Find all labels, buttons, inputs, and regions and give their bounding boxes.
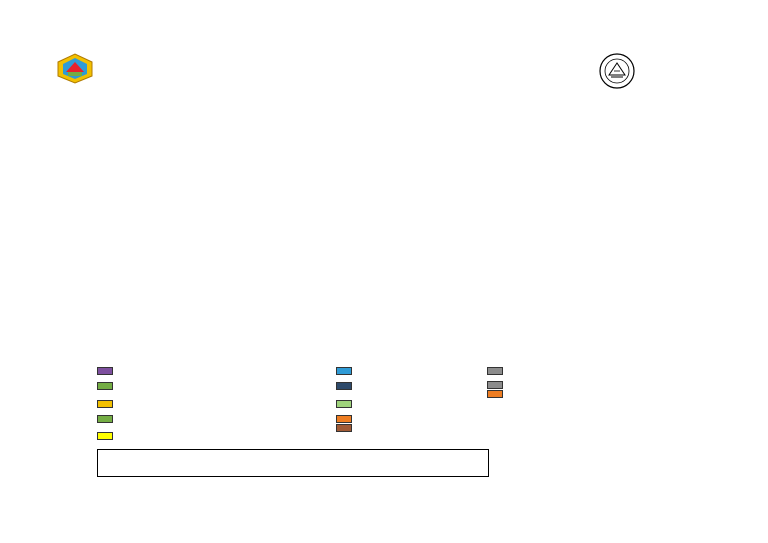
legend-swatch-rapor — [97, 432, 113, 440]
legend-swatch-pks — [97, 382, 113, 390]
legend-swatch-libur — [336, 367, 352, 375]
legend-swatch-pts — [97, 400, 113, 408]
legend-swatch-pas — [97, 415, 113, 423]
dharmasraya-regency-logo — [54, 52, 96, 84]
legend-swatch-pasantren — [336, 415, 352, 423]
legend-swatch-awal-semester — [97, 367, 113, 375]
school-logo — [594, 52, 640, 90]
legend-swatch-libur-ramadhan — [487, 390, 503, 398]
legend-swatch-supervisi — [487, 381, 503, 389]
legend-swatch-ujian-sekolah — [336, 382, 352, 390]
effective-days-box — [97, 449, 489, 477]
legend-swatch-ujian-an — [487, 367, 503, 375]
legend-swatch-penilaian-harian — [336, 400, 352, 408]
legend-swatch-classmeeting — [336, 424, 352, 432]
